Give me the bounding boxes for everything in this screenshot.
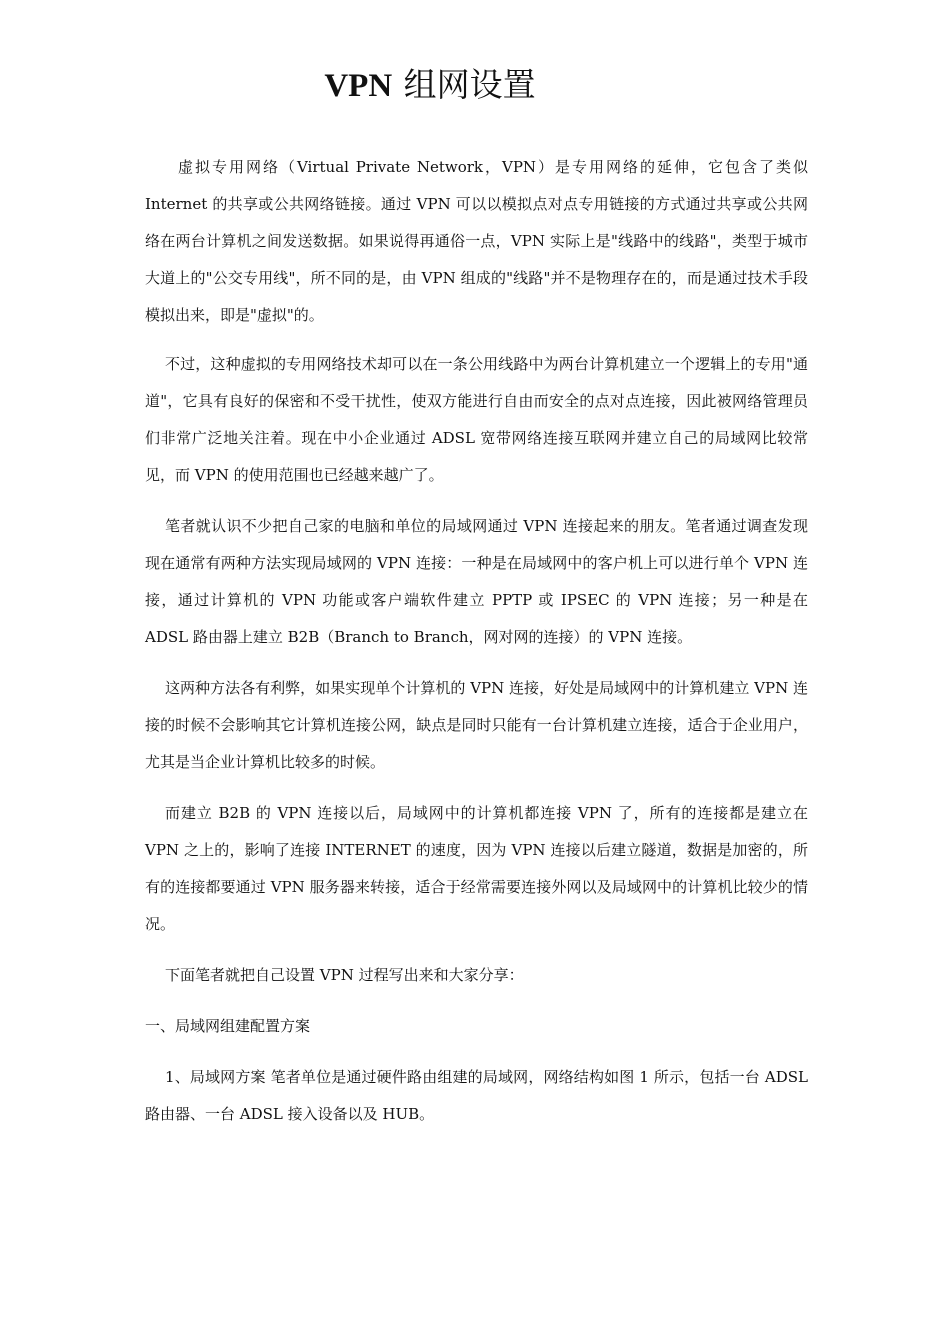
document-body bbox=[145, 149, 808, 1133]
paragraph-pros-cons: 这两种方法各有利弊，如果实现单个计算机的 VPN 连接，好处是局域网中的计算机建立 VPN 连接的时候不会影响其它计算机连接公网，缺点是同时只能有一台计算机建立连接，适合于企业用户，尤其是当企业计算机比较多的时候。 bbox=[145, 679, 808, 771]
paragraph-two-methods: 笔者就认识不少把自己家的电脑和单位的局域网通过 VPN 连接起来的朋友。笔者通过调查发现现在通常有两种方法实现局域网的 VPN 连接：一种是在局域网中的客户机上可以进行单个 VPN 连接，通过计算机的 VPN 功能或客户端软件建立 PPTP 或 IPSEC 的 VPN 连接；另一种是在 ADSL 路由器上建立 B2B（Branch to Branch，网对网的连接）的 VPN 连接。 bbox=[145, 517, 808, 646]
section-heading-lan-config: 一、局域网组建配置方案 bbox=[145, 1017, 311, 1035]
title-cjk: 组网设置 bbox=[403, 65, 536, 104]
document-title bbox=[0, 62, 860, 109]
paragraph-share: 下面笔者就把自己设置 VPN 过程写出来和大家分享： bbox=[165, 966, 524, 984]
title-latin: VPN bbox=[324, 68, 393, 104]
paragraph-virtual-channel: 不过，这种虚拟的专用网络技术却可以在一条公用线路中为两台计算机建立一个逻辑上的专用"通道"，它具有良好的保密和不受干扰性，使双方能进行自由而安全的点对点连接，因此被网络管理员们非常广泛地关注着。现在中小企业通过 ADSL 宽带网络连接互联网并建立自己的局域网比较常见，而 VPN 的使用范围也已经越来越广了。 bbox=[145, 355, 808, 484]
paragraph-b2b: 而建立 B2B 的 VPN 连接以后，局域网中的计算机都连接 VPN 了，所有的连接都是建立在 VPN 之上的，影响了连接 INTERNET 的速度，因为 VPN 连接以后建立隧道，数据是加密的，所有的连接都要通过 VPN 服务器来转接，适合于经常需要连接外网以及局域网中的计算机比较少的情况。 bbox=[145, 804, 808, 933]
paragraph-lan-scheme: 1、局域网方案 笔者单位是通过硬件路由组建的局域网，网络结构如图 1 所示，包括一台 ADSL 路由器、一台 ADSL 接入设备以及 HUB。 bbox=[145, 1068, 808, 1123]
paragraph-intro: 虚拟专用网络（Virtual Private Network，VPN）是专用网络的延伸，它包含了类似 Internet 的共享或公共网络链接。通过 VPN 可以以模拟点对点专用链接的方式通过共享或公共网络在两台计算机之间发送数据。如果说得再通俗一点，VPN 实际上是"线路中的线路"，类型于城市大道上的"公交专用线"，所不同的是，由 VPN 组成的"线路"并不是物理存在的，而是通过技术手段模拟出来，即是"虚拟"的。 bbox=[145, 158, 808, 324]
